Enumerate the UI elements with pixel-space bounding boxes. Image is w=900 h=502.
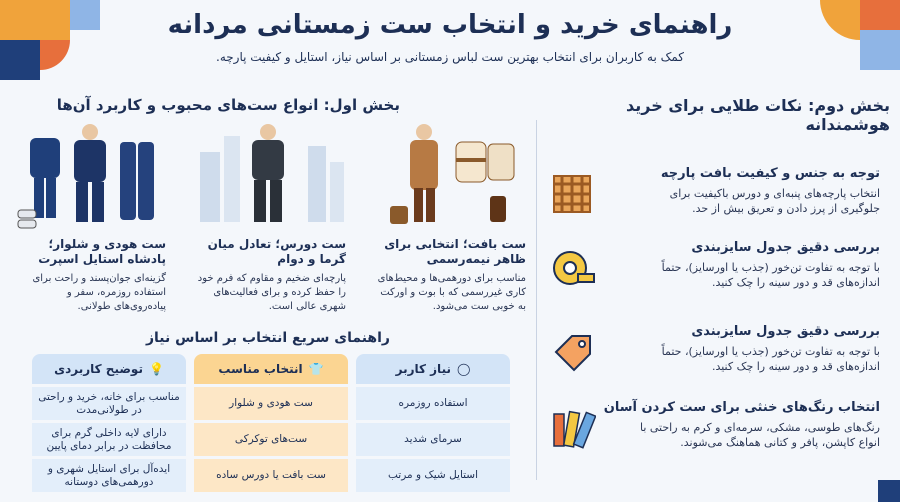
hoodie-outfit-illustration	[10, 122, 170, 232]
card-title: ست بافت؛ انتخابی برای ظاهر نیمه‌رسمی	[384, 237, 526, 266]
table-header	[32, 354, 186, 384]
corner-decoration	[0, 40, 40, 80]
corner-decoration	[40, 40, 70, 70]
tip-item	[548, 400, 890, 466]
card-desc: گزینه‌ای جوان‌پسند و راحت برای استفاده روزمره، سفر و پیاده‌روی‌های طولانی.	[32, 273, 166, 312]
quick-guide-title: راهنمای سریع انتخاب بر اساس نیاز	[145, 330, 390, 346]
user-icon: ◯	[456, 362, 471, 376]
tip-item	[548, 240, 890, 306]
card-title: ست دورس؛ تعادل میان گرما و دوام	[207, 237, 346, 266]
outfit-card	[10, 122, 170, 332]
page-title: راهنمای خرید و انتخاب ست زمستانی مردانه	[167, 10, 733, 40]
types-section-title: بخش اول: انواع ست‌های محبوب و کاربرد آن‌ها	[56, 96, 400, 114]
outfit-card	[370, 122, 530, 332]
section-divider	[536, 120, 537, 480]
need-column	[356, 354, 510, 492]
tip-item	[548, 324, 890, 390]
table-cell: ست‌های توکرکی	[194, 423, 348, 456]
corner-decoration	[70, 0, 100, 30]
page-subtitle: کمک به کاربران برای انتخاب بهترین ست لباس زمستانی بر اساس نیاز، استایل و کیفیت پارچه.	[216, 50, 684, 64]
table-cell: سرمای شدید	[356, 423, 510, 456]
tips-section-title: بخش دوم: نکات طلایی برای خرید هوشمندانه	[626, 96, 890, 134]
tip-desc: رنگ‌های طوسی، مشکی، سرمه‌ای و کرم به راحتی با انواع کاپشن، پافر و کتانی هماهنگ می‌شوند.	[639, 421, 880, 449]
corner-decoration	[860, 30, 900, 70]
table-cell: ست هودی و شلوار	[194, 387, 348, 420]
header-label: نیاز کاربر	[395, 362, 451, 376]
tip-item	[548, 166, 890, 232]
dorse-outfit-illustration	[190, 122, 350, 232]
table-cell: مناسب برای خانه، خرید و راحتی در طولانی‌مدت	[32, 387, 186, 420]
color-swatch-icon	[548, 404, 596, 452]
tip-title: انتخاب رنگ‌های خنثی برای ست کردن آسان	[603, 400, 880, 415]
corner-decoration	[0, 0, 70, 40]
tip-desc: با توجه به تفاوت تن‌خور (جذب یا اورسایز)، حتماً اندازه‌های قد و دور سینه را چک کنید.	[661, 345, 880, 373]
fabric-weave-icon	[548, 170, 596, 218]
corner-decoration	[860, 0, 900, 30]
tip-title: بررسی دقیق جدول سایزبندی	[691, 240, 880, 255]
table-header	[356, 354, 510, 384]
card-desc: پارچه‌ای ضخیم و مقاوم که فرم خود را حفظ کرده و برای فعالیت‌های شهری عالی است.	[197, 273, 346, 312]
price-tag-icon	[548, 328, 596, 376]
tip-title: بررسی دقیق جدول سایزبندی	[691, 324, 880, 339]
table-cell: استایل شیک و مرتب	[356, 459, 510, 492]
lightbulb-icon: 💡	[148, 362, 164, 376]
table-header	[194, 354, 348, 384]
desc-column	[32, 354, 186, 492]
jacket-icon: 👕	[308, 362, 324, 376]
tip-title: توجه به جنس و کیفیت بافت پارچه	[660, 166, 880, 181]
header-label: توضیح کاربردی	[54, 362, 143, 376]
types-section	[10, 92, 530, 492]
table-cell: دارای لایه داخلی گرم برای محافظت در برابر دمای پایین	[32, 423, 186, 456]
table-cell: استفاده روزمره	[356, 387, 510, 420]
card-title: ست هودی و شلوار؛ پادشاه استایل اسپرت	[38, 237, 166, 266]
outfit-card	[190, 122, 350, 332]
card-desc: مناسب برای دورهمی‌ها و محیط‌های کاری غیررسمی که با بوت و اورکت به خوبی ست می‌شود.	[377, 273, 526, 312]
choice-column	[194, 354, 348, 492]
knit-outfit-illustration	[370, 122, 530, 232]
header-label: انتخاب مناسب	[218, 362, 303, 376]
tips-section	[548, 92, 890, 492]
table-cell: ایده‌آل برای استایل شهری و دورهمی‌های دوستانه	[32, 459, 186, 492]
table-cell: ست بافت یا دورس ساده	[194, 459, 348, 492]
tip-desc: با توجه به تفاوت تن‌خور (جذب یا اورسایز)، حتماً اندازه‌های قد و دور سینه را چک کنید.	[661, 261, 880, 289]
measuring-tape-icon	[548, 244, 596, 292]
tip-desc: انتخاب پارچه‌های پنبه‌ای و دورس باکیفیت برای جلوگیری از پرز دادن و تعریق بیش از حد.	[669, 187, 880, 215]
corner-decoration	[820, 0, 860, 40]
